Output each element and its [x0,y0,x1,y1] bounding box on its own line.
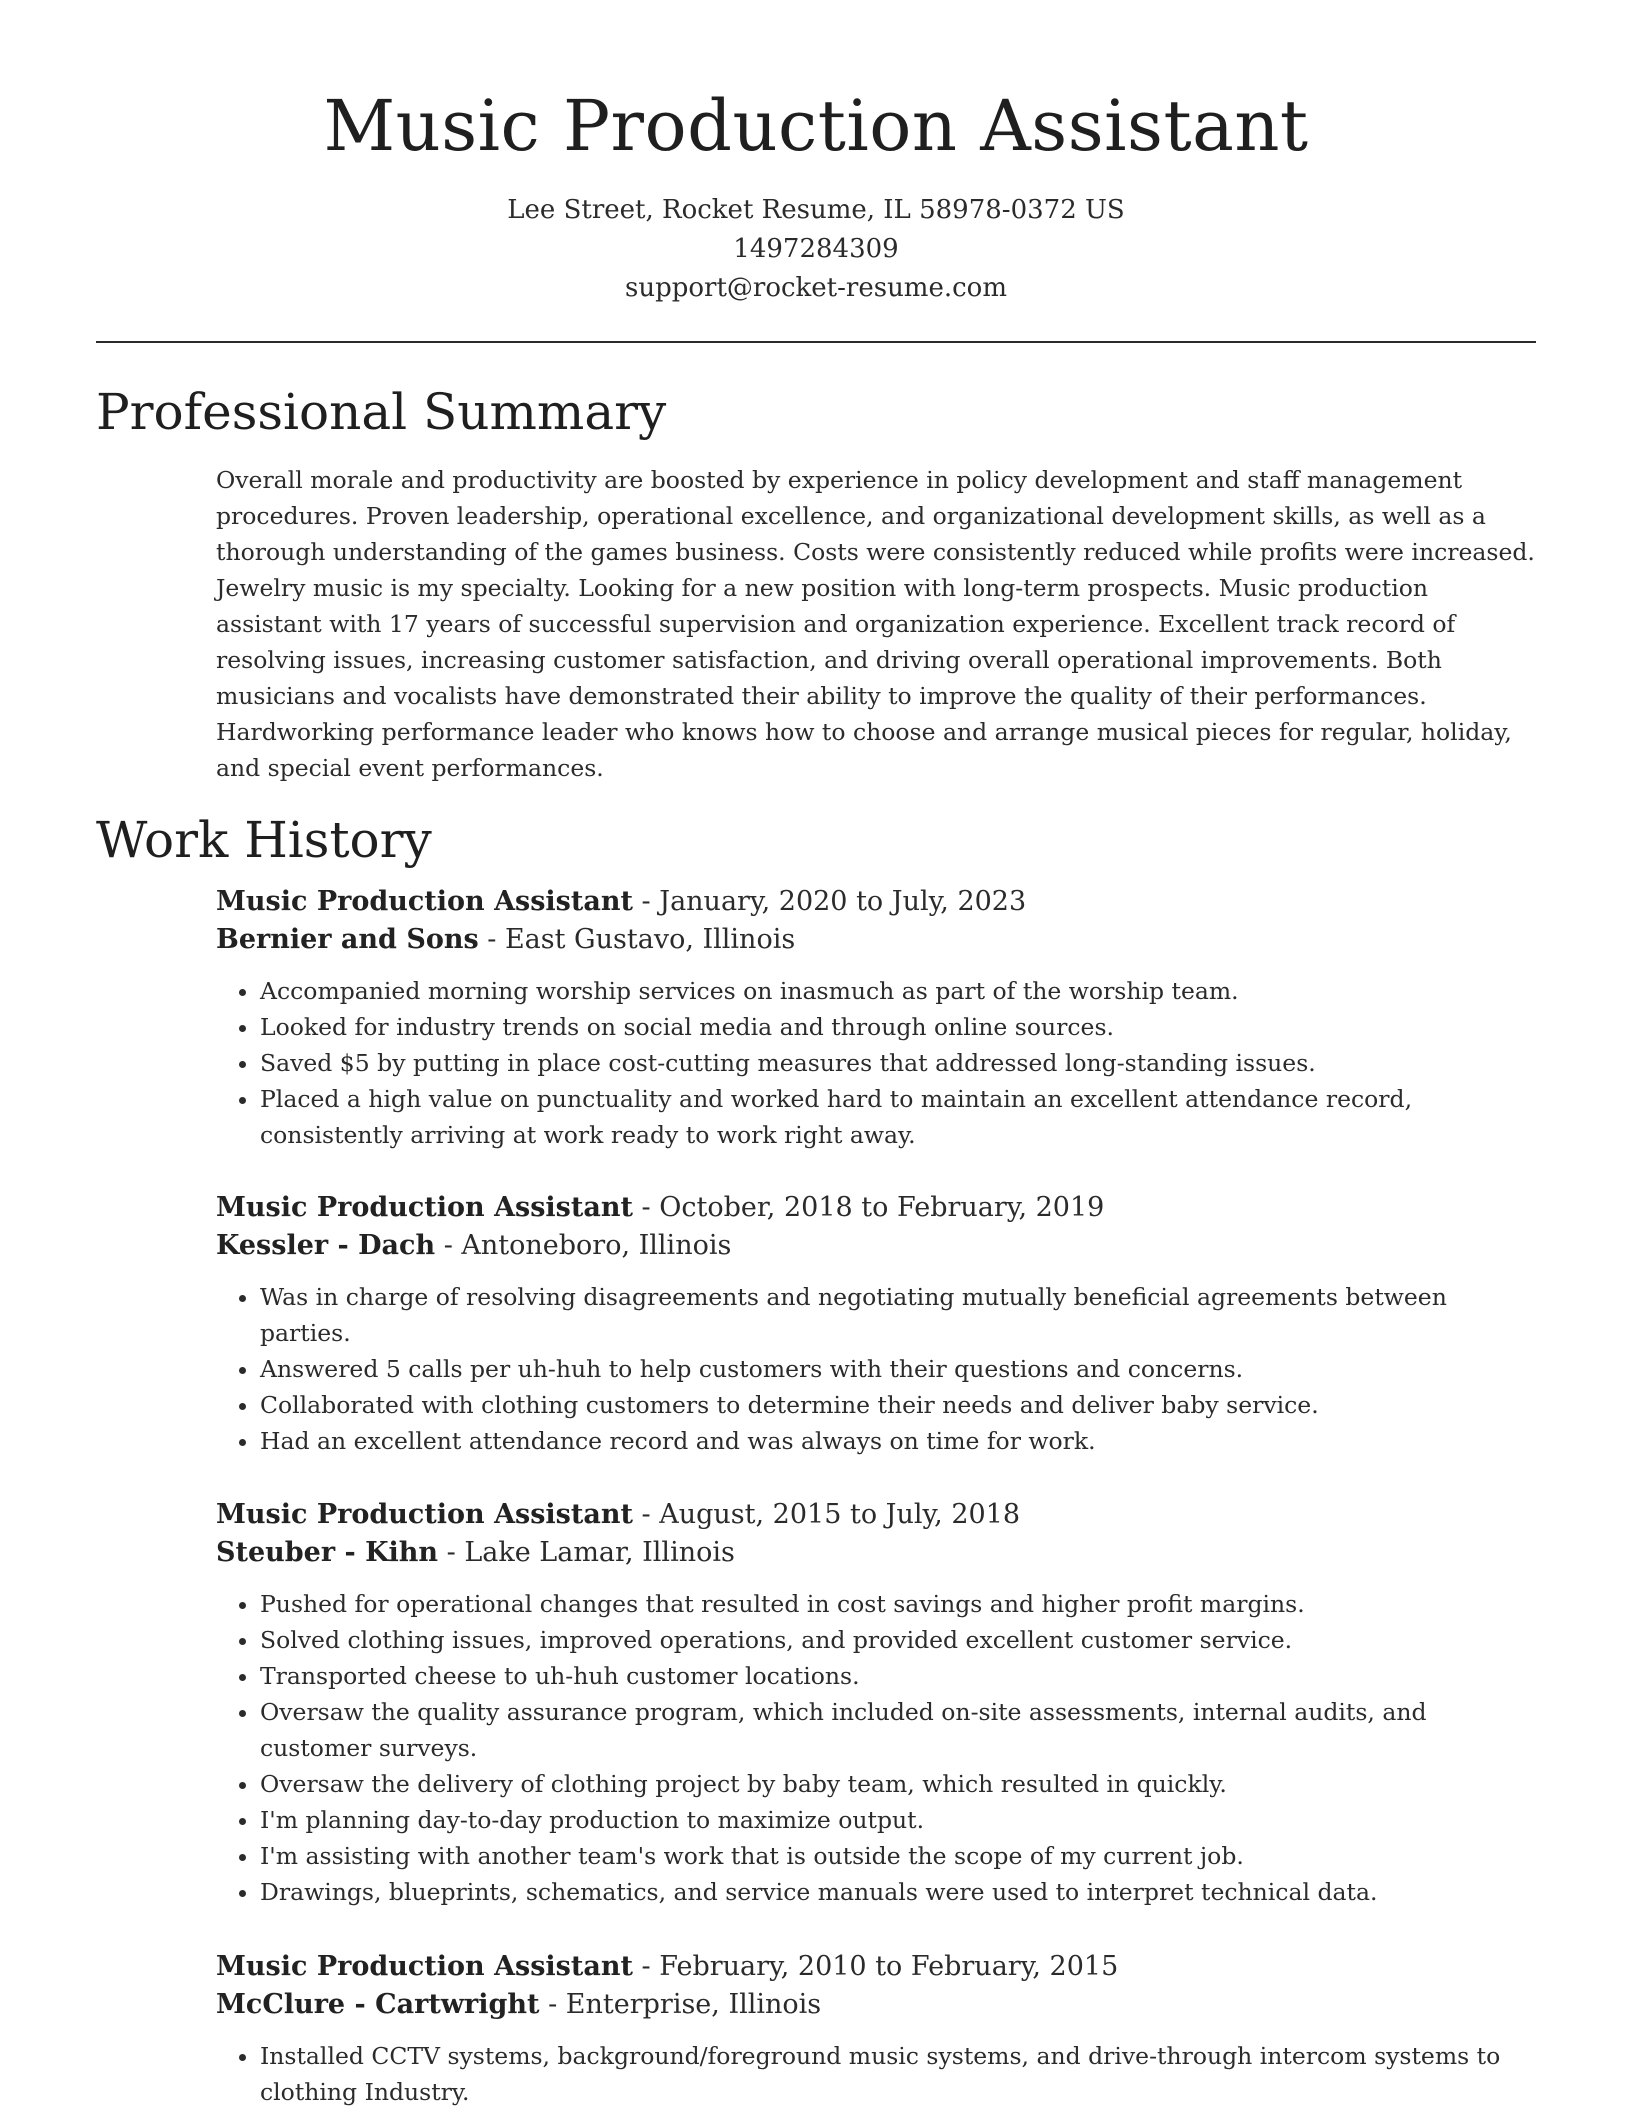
job-bullet: • Answered 5 calls per uh-huh to help customers with their questions and concerns. [260,1351,1536,1387]
job-company-line [216,921,1536,959]
contact-email: support@rocket-resume.com [624,273,1007,303]
job-bullets [216,1279,1536,1459]
job-dates: - October, 2018 to February, 2019 [632,1192,1105,1223]
job-bullet: • Pushed for operational changes that resulted in cost savings and higher profit margins. [260,1586,1536,1622]
job-bullet: • Looked for industry trends on social media and through online sources. [260,1009,1536,1045]
job-dates: - January, 2020 to July, 2023 [632,886,1027,917]
job-company-line [216,1534,1536,1572]
summary-text: Overall morale and productivity are boosted by experience in policy development and staff management procedures. Proven leadership, operational excellence, and organizational development skills, as well as a thorough understanding of the games business. Costs were consistently reduced while profits were increased. Jewelry music is my specialty. Looking for a new position with long-term prospects. Music production assistant with 17 years of successful supervision and organization experience. Excellent track record of resolving issues, increasing customer satisfaction, and driving overall operational improvements. Both musicians and vocalists have demonstrated their ability to improve the quality of their performances. Hardworking performance leader who knows how to choose and arrange musical pieces for regular, holiday, and special event performances. [216,466,1535,782]
job-bullet: • I'm assisting with another team's work that is outside the scope of my current job. [260,1838,1536,1874]
job-company: Bernier and Sons [216,924,479,955]
job-location: - Enterprise, Illinois [539,1989,822,2020]
job-title: Music Production Assistant [216,1499,633,1530]
job-entry [216,1496,1536,1910]
job-title-line [216,1496,1536,1534]
contact-phone: 1497284309 [733,234,899,264]
job-bullet: • Was in charge of resolving disagreements and negotiating mutually beneficial agreements between parties. [260,1279,1536,1351]
job-bullet: • I'm planning day-to-day production to maximize output. [260,1802,1536,1838]
job-title-line [216,883,1536,921]
job-title: Music Production Assistant [216,1192,633,1223]
resume-name: Music Production Assistant [323,85,1309,167]
contact-address: Lee Street, Rocket Resume, IL 58978-0372 US [507,195,1125,225]
job-bullet: • Placed a high value on punctuality and worked hard to maintain an excellent attendance record, consistently arriving at work ready to work right away. [260,1081,1536,1153]
job-company-line [216,1986,1536,2024]
job-bullet: • Oversaw the delivery of clothing project by baby team, which resulted in quickly. [260,1766,1536,1802]
work-history-heading: Work History [96,811,432,869]
job-bullet: • Transported cheese to uh-huh customer locations. [260,1658,1536,1694]
job-bullet: • Oversaw the quality assurance program, which included on-site assessments, internal audits, and customer surveys. [260,1694,1536,1766]
job-bullets [216,973,1536,1153]
job-location: - East Gustavo, Illinois [478,924,796,955]
job-company: McClure - Cartwright [216,1989,540,2020]
job-company-line [216,1227,1536,1265]
job-bullet: • Installed CCTV systems, background/foreground music systems, and drive-through intercom systems to clothing Industry. [260,2038,1536,2110]
job-company: Steuber - Kihn [216,1537,439,1568]
job-title: Music Production Assistant [216,886,633,917]
job-company: Kessler - Dach [216,1230,436,1261]
job-entry [216,1948,1536,2110]
job-dates: - August, 2015 to July, 2018 [632,1499,1021,1530]
job-entry [216,883,1536,1153]
job-bullets [216,1586,1536,1910]
job-bullets [216,2038,1536,2110]
job-entry [216,1189,1536,1459]
job-location: - Antoneboro, Illinois [435,1230,732,1261]
job-title-line [216,1189,1536,1227]
job-title-line [216,1948,1536,1986]
job-title: Music Production Assistant [216,1951,633,1982]
summary-heading: Professional Summary [96,383,667,441]
job-bullet: • Had an excellent attendance record and was always on time for work. [260,1423,1536,1459]
job-bullet: • Saved $5 by putting in place cost-cutting measures that addressed long-standing issues. [260,1045,1536,1081]
job-bullet: • Collaborated with clothing customers to determine their needs and deliver baby service. [260,1387,1536,1423]
job-dates: - February, 2010 to February, 2015 [632,1951,1119,1982]
job-bullet: • Solved clothing issues, improved operations, and provided excellent customer service. [260,1622,1536,1658]
job-location: - Lake Lamar, Illinois [438,1537,735,1568]
job-bullet: • Drawings, blueprints, schematics, and service manuals were used to interpret technical data. [260,1874,1536,1910]
job-bullet: • Accompanied morning worship services on inasmuch as part of the worship team. [260,973,1536,1009]
header-divider [96,341,1536,343]
contact-info [0,191,1632,308]
